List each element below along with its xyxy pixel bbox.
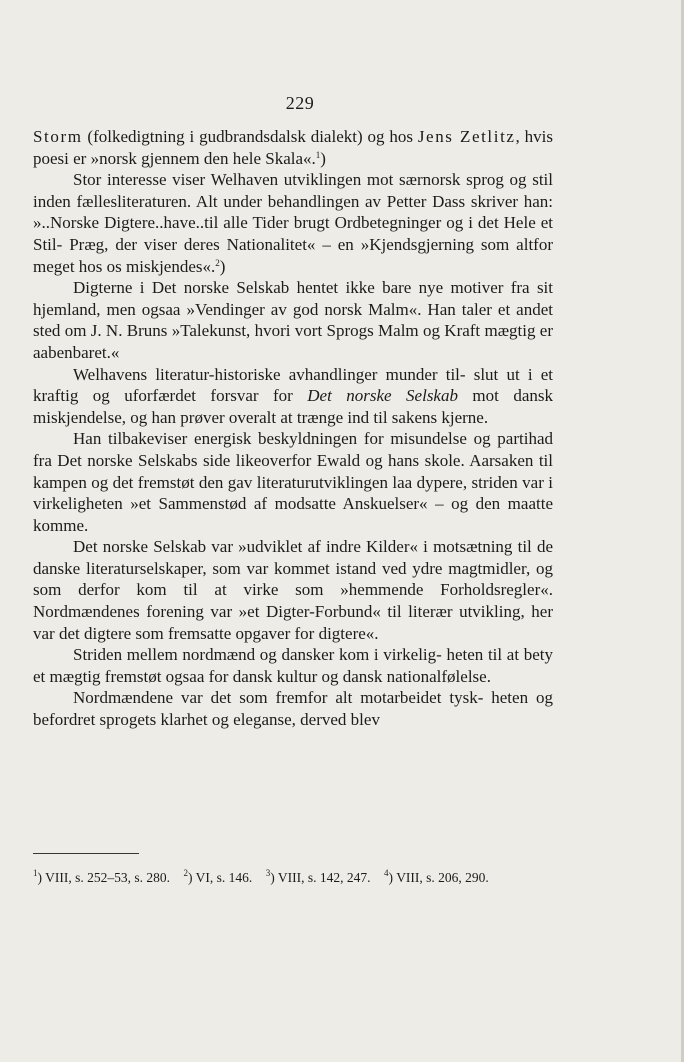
footnote-item: $^4$) VIII, s. 206, 290. <box>384 868 489 885</box>
footnote-mark: 3 <box>265 868 271 878</box>
spaced-name: Jens Zetlitz <box>417 127 516 146</box>
text-span: Digterne i Det norske Selskab hentet ikke bare nye motiver fra sit hjemland, men ogsaa »Vendinger av god norsk Malm«. Han taler et andet sted om J. N. Bruns »Talekunst, hvori vort Sprogs Malm og Kraft mægtig er aabenbaret.« <box>33 278 553 362</box>
page-number: 229 <box>285 93 315 113</box>
paragraph <box>33 277 553 363</box>
text-span: ) <box>320 148 326 168</box>
text-span: Nordmændene var det som fremfor alt motarbeidet tysk- heten og befordret sprogets klarhet og eleganse, derved blev <box>33 688 553 730</box>
text-span: Striden mellem nordmænd og dansker kom i virkelig- heten til at bety et mægtig fremstøt ogsaa for dansk kultur og dansk nationalfølelse. <box>33 645 553 686</box>
text-span: ) <box>219 256 226 276</box>
text-span: (folkedigtning i gudbrandsdalsk dialekt) og hos <box>82 127 418 146</box>
footnote-item: $^2$) VI, s. 146. <box>183 868 253 885</box>
footnote-mark: 2 <box>183 868 189 878</box>
paragraph <box>33 687 553 730</box>
text-span: Det norske Selskab var »udviklet af indre Kilder« i motsætning til de danske literaturselskaper, som var kommet istand ved ydre magtmidler, og som derfor kom til at virke som »hemmende Forholdsregler«. Nordmændenes forening var »et Digter-Forbund« til literær utvikling, her var det digtere som fremsatte opgaver for digtere«. <box>33 537 553 643</box>
footnote-mark: 4 <box>384 868 389 878</box>
italic-text: Det norske Selskab <box>307 386 458 406</box>
text-span: Stor interesse viser Welhaven utviklingen mot særnorsk sprog og stil inden fællesliteraturen. Alt under behandlingen av Petter Dass skriver han: »..Norske Digtere..have..til alle Tider brugt Ordbetegninger og i det Hele et Stil- Præg, der viser deres Nationalitet« – en »Kjendsgjerning som altfor meget hos os miskjendes«. <box>33 170 553 276</box>
footnote-text: VI, s. 146. <box>195 870 253 885</box>
footnote-text: VIII, s. 252–53, s. 280. <box>45 870 171 885</box>
footnote-text: VIII, s. 206, 290. <box>396 870 489 885</box>
footnote-item: $^3$) VIII, s. 142, 247. <box>265 868 371 885</box>
paragraph <box>33 644 553 687</box>
text-span: Welhavens literatur-historiske avhandlinger munder til- slut ut i et kraftig og uforfærdet forsvar for <box>33 364 553 406</box>
text-span: Han tilbakeviser energisk beskyldningen for misundelse og partihad fra Det norske Selskabs side likeoverfor Ewald og hans skole. Aarsaken til kampen og det fremstøt den gav literaturutviklingen laa dypere, striden var i virkeligheten »et Sammenstød af modsatte Anskuelser« – og den maatte komme. <box>33 429 553 535</box>
footnote-item: $^1$) VIII, s. 252–53, s. 280. <box>33 868 171 885</box>
paragraph <box>33 169 553 277</box>
paragraph <box>33 428 553 536</box>
body-text <box>33 126 553 731</box>
text-span: , hvis poesi er »norsk gjennem den hele Skala«. <box>33 127 553 168</box>
footnote-reference: 1 <box>315 149 321 160</box>
spaced-name: Storm <box>33 127 83 146</box>
paragraph <box>33 126 553 169</box>
footnote-divider <box>33 853 139 854</box>
paragraph <box>33 364 553 429</box>
footnotes <box>33 868 553 887</box>
paragraph <box>33 536 553 644</box>
footnote-text: VIII, s. 142, 247. <box>277 870 371 885</box>
footnote-mark: 1 <box>33 868 38 878</box>
text-span: mot dansk miskjendelse, og han prøver overalt at trænge ind til sakens kjerne. <box>33 386 553 427</box>
footnote-reference: 2 <box>215 257 220 268</box>
